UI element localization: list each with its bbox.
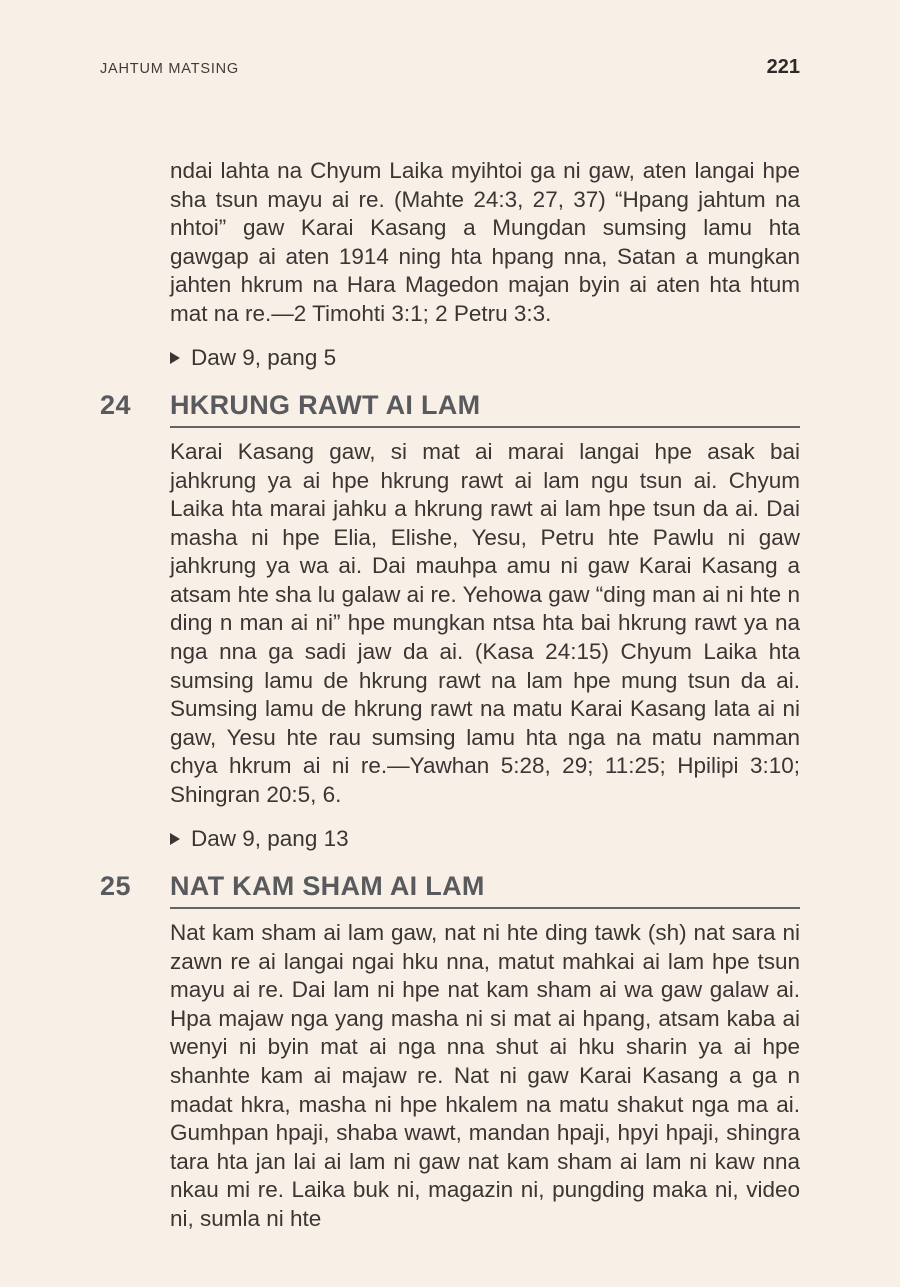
- running-title: JAHTUM MATSING: [100, 61, 240, 77]
- section-title: HKRUNG RAWT AI LAM: [170, 389, 481, 420]
- section-title-rule: [170, 872, 800, 909]
- section-title-rule: [170, 391, 800, 428]
- xref-link-label: Daw 9, pang 13: [191, 825, 349, 851]
- xref-link-daw9-pang5[interactable]: [170, 345, 800, 371]
- page-content: [0, 157, 900, 1234]
- section-heading-24: [100, 390, 800, 428]
- page-number: 221: [766, 56, 800, 78]
- xref-link-label: Daw 9, pang 5: [191, 344, 337, 370]
- section-24-paragraph: Karai Kasang gaw, si mat ai marai langai hpe asak bai jahkrung ya ai hpe hkrung rawt ai lam ngu tsun ai. Chyum Laika hta marai jahku a hkrung rawt ai lam hpe tsun da ai. Dai masha ni hpe Elia, Elishe, Yesu, Petru hte Pawlu ni gaw jahkrung ya wa ai. Dai mauhpa amu ni gaw Karai Kasang a atsam hte sha lu galaw ai re. Yehowa gaw “ding man ai ni hte n ding n man ai ni” hpe mungkan ntsa hta bai hkrung rawt ya na nga nna ga sadi jaw da ai. (Kasa 24:15) Chyum Laika hta sumsing lamu de hkrung rawt na lam hpe mung tsun da ai. Sumsing lamu de hkrung rawt na matu Karai Kasang lata ai ni gaw, Yesu hte rau sumsing lamu hta nga na matu namman chya hkrum ai ni re.—Yawhan 5:28, 29; 11:25; Hpilipi 3:10; Shingran 20:5, 6.: [170, 438, 800, 808]
- section-number: 24: [100, 389, 132, 420]
- section-25-paragraph: Nat kam sham ai lam gaw, nat ni hte ding tawk (sh) nat sara ni zawn re ai langai ngai hku nna, matut mahkai ai lam hpe tsun mayu ai re. Dai lam ni hpe nat kam sham ai wa gaw galaw ai. Hpa majaw nga yang masha ni si mat ai hpang, atsam kaba ai wenyi ni byin mat ai nga nna shut ai hku sharin ya ai hpe shanhte kam ai majaw re. Nat ni gaw Karai Kasang a ga n madat hkra, masha ni hpe hkalem na matu shakut nga ma ai. Gumhpan hpaji, shaba wawt, mandan hpaji, hpyi hpaji, shingra tara hta jan lai ai lam ni gaw nat kam sham ai lam ni kaw nna nkau mi re. Laika buk ni, magazin ni, pungding maka ni, video ni, sumla ni hte: [170, 919, 800, 1231]
- xref-link-daw9-pang13[interactable]: [170, 826, 800, 852]
- right-triangle-icon: [170, 833, 180, 845]
- right-triangle-icon: [170, 352, 180, 364]
- running-header: [0, 0, 900, 79]
- section-title: NAT KAM SHAM AI LAM: [170, 870, 485, 901]
- section-heading-25: [100, 871, 800, 909]
- section-number: 25: [100, 870, 132, 901]
- intro-paragraph: ndai lahta na Chyum Laika myihtoi ga ni gaw, aten langai hpe sha tsun mayu ai re. (Mahte 24:3, 27, 37) “Hpang jahtum na nhtoi” gaw Karai Kasang a Mungdan sumsing lamu hta gawgap ai aten 1914 ning hta hpang nna, Satan a mungkan jahten hkrum na Hara Magedon majan byin ai aten hta htum mat na re.—2 Timohti 3:1; 2 Petru 3:3.: [170, 158, 800, 326]
